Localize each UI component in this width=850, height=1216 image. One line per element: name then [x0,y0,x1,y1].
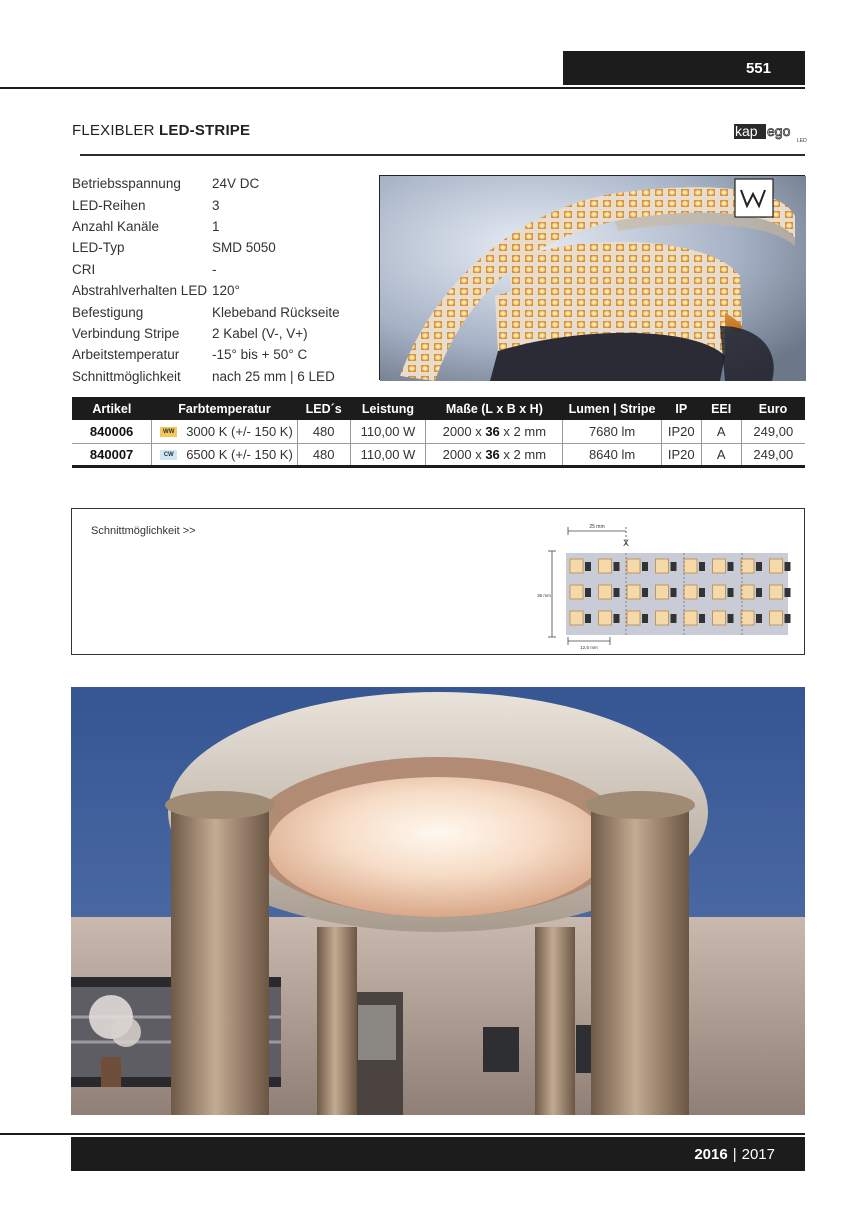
spec-row [72,366,372,387]
col-artikel: Artikel [72,397,152,420]
spec-value: 120° [212,283,240,299]
installation-photo [71,687,805,1115]
led-chip [570,585,583,599]
led-chip [770,559,783,573]
cut-marker-text: X [622,538,630,548]
spec-row [72,194,372,215]
col-farbtemperatur: Farbtemperatur [152,397,298,420]
spec-label: LED-Typ [72,240,125,256]
spec-row [72,259,372,280]
leds-cell: 480 [297,420,350,443]
resistor-chip [699,562,705,571]
resistor-chip [585,562,591,571]
cut-option-label: Schnittmöglichkeit >> [91,525,196,537]
resistor-chip [756,588,762,597]
title-prefix: FLEXIBLER [72,122,160,139]
ip-cell: IP20 [661,443,701,466]
spec-row [72,216,372,237]
table-row [72,420,805,443]
led-chip [599,559,612,573]
spec-value: Klebeband Rückseite [212,304,340,320]
resistor-chip [671,588,677,597]
cool-white-badge: CW [160,450,177,460]
spec-label: LED-Reihen [72,197,146,213]
led-chip [570,611,583,625]
spec-list [72,173,372,387]
col-masse: Maße (L x B x H) [426,397,563,420]
cut-dimension-diagram [534,519,799,651]
year-current: 2016 [694,1145,728,1163]
led-chip [713,585,726,599]
resistor-chip [642,614,648,623]
artikel-cell: 840007 [72,443,152,466]
spec-value: 2 Kabel (V-, V+) [212,325,308,341]
resistor-chip [614,588,620,597]
spec-label: Arbeitstemperatur [72,347,180,363]
col-eei: EEI [701,397,741,420]
cut-option-box [71,508,805,655]
lumen-cell: 7680 lm [563,420,661,443]
col-euro: Euro [741,397,805,420]
farbtemperatur-cell: WW 3000 K (+/- 150 K) [152,420,298,443]
resistor-chip [728,562,734,571]
col-ip: IP [661,397,701,420]
dim-top-text: 25 mm [589,524,605,530]
farbtemperatur-cell: CW 6500 K (+/- 150 K) [152,443,298,466]
masse-cell: 2000 x 36 x 2 mm [426,420,563,443]
svg-text:kap: kap [735,123,758,139]
resistor-chip [642,562,648,571]
led-chip [627,585,640,599]
spec-row [72,301,372,322]
kapego-logo [733,121,805,143]
led-chip [627,611,640,625]
led-chip [656,559,669,573]
spec-row [72,280,372,301]
masse-cell: 2000 x 36 x 2 mm [426,443,563,466]
resistor-chip [785,562,791,571]
led-chip [713,559,726,573]
resistor-chip [785,588,791,597]
resistor-chip [756,562,762,571]
spec-value: - [212,261,217,277]
led-chip [741,611,754,625]
led-strip-product-image [379,175,805,380]
spec-row [72,237,372,258]
lumen-cell: 8640 lm [563,443,661,466]
led-chip [684,611,697,625]
led-chip [741,559,754,573]
spec-label: CRI [72,261,96,277]
resistor-chip [671,562,677,571]
ip-cell: IP20 [661,420,701,443]
spec-value: 3 [212,197,220,213]
eei-cell: A [701,420,741,443]
spec-label: Schnittmöglichkeit [72,368,181,384]
table-header-row [72,397,805,420]
spec-value: nach 25 mm | 6 LED [212,368,335,384]
led-chip [713,611,726,625]
spec-value: 24V DC [212,176,260,192]
leds-cell: 480 [297,443,350,466]
leistung-cell: 110,00 W [350,420,426,443]
title-bold: LED-STRIPE [159,122,251,139]
resistor-chip [699,588,705,597]
resistor-chip [728,588,734,597]
year-separator: | [732,1145,737,1163]
resistor-chip [585,588,591,597]
title-rule [80,154,805,156]
spec-row [72,323,372,344]
led-chip [656,585,669,599]
resistor-chip [756,614,762,623]
leistung-cell: 110,00 W [350,443,426,466]
top-rule [0,87,805,89]
resistor-chip [728,614,734,623]
table-row [72,443,805,466]
led-chip [599,585,612,599]
euro-cell: 249,00 [741,420,805,443]
spec-value: -15° bis + 50° C [212,347,308,363]
page-number-tab [563,51,805,85]
led-chip [770,611,783,625]
led-chip [684,585,697,599]
year-next: 2017 [741,1145,775,1163]
led-chip [570,559,583,573]
dim-bottom-text: 12,5 mm [580,645,598,650]
led-chip [684,559,697,573]
artikel-cell: 840006 [72,420,152,443]
product-title [72,122,250,139]
warm-white-badge: WW [160,427,177,437]
col-leds: LED´s [297,397,350,420]
page-number: 551 [745,59,771,77]
year-footer [71,1137,805,1171]
led-chip [627,559,640,573]
spec-label: Betriebsspannung [72,176,181,192]
led-chip [770,585,783,599]
spec-row [72,344,372,365]
spec-label: Befestigung [72,304,144,320]
led-chip [741,585,754,599]
spec-row [72,173,372,194]
logo-subtext: LED [797,138,807,144]
spec-label: Verbindung Stripe [72,325,180,341]
resistor-chip [642,588,648,597]
dim-side-text: 36 mm [537,593,551,598]
led-chip [656,611,669,625]
product-table [72,397,805,468]
bottom-rule [0,1133,805,1135]
resistor-chip [699,614,705,623]
spec-label: Abstrahlverhalten LED [72,283,208,299]
resistor-chip [614,562,620,571]
svg-text:ego: ego [767,123,791,139]
euro-cell: 249,00 [741,443,805,466]
resistor-chip [614,614,620,623]
resistor-chip [671,614,677,623]
resistor-chip [585,614,591,623]
spec-value: SMD 5050 [212,240,276,256]
spec-value: 1 [212,218,220,234]
col-leistung: Leistung [350,397,426,420]
eei-cell: A [701,443,741,466]
led-chip [599,611,612,625]
col-lumen: Lumen | Stripe [563,397,661,420]
resistor-chip [785,614,791,623]
spec-label: Anzahl Kanäle [72,218,160,234]
